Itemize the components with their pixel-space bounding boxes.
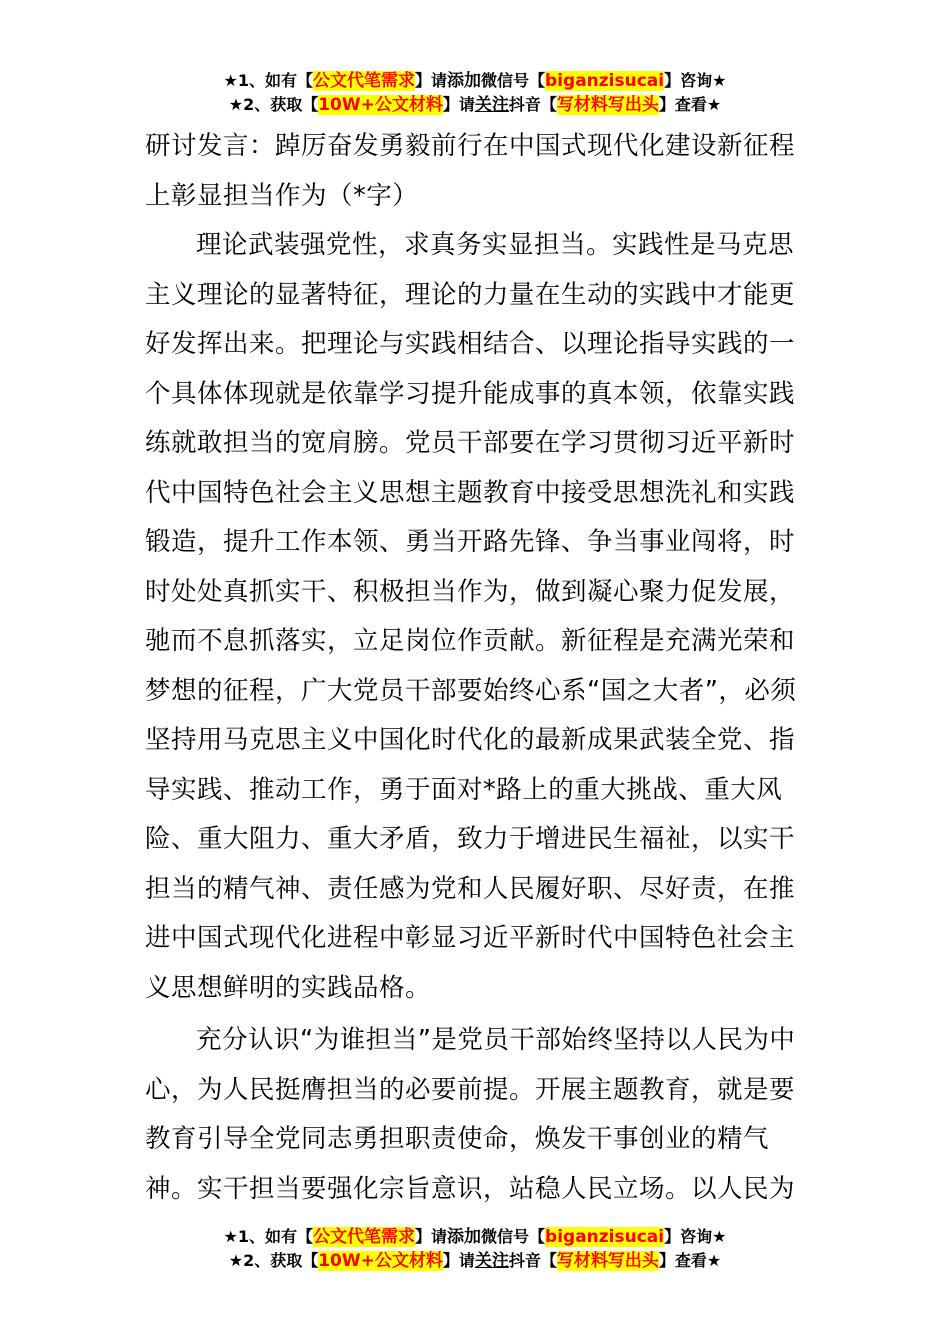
banner-emphasis: 关注 — [474, 1251, 509, 1271]
banner-emphasis: 添加 — [447, 1227, 482, 1247]
banner-text: ★1、如有【 — [223, 71, 314, 90]
banner-text: 微信号【 — [481, 71, 546, 90]
body-paragraph-2: 充分认识“为谁担当”是党员干部始终坚持以人民为中心，为人民挺膺担当的必要前提。开展主题教育，就是要教育引导全党同志勇担职责使命，焕发干事创业的精气神。实干担当要强化宗旨意识，站稳人民立场。以人民为 — [145, 1025, 796, 1204]
banner-text: 】咨询★ — [664, 71, 727, 90]
banner-text: ★2、获取【 — [228, 1251, 319, 1270]
banner-text: ★1、如有【 — [223, 1227, 314, 1246]
banner-text: 微信号【 — [481, 1227, 546, 1246]
banner-text: 】查看★ — [658, 95, 722, 114]
body-paragraph-1: 理论武装强党性，求真务实显担当。实践性是马克思主义理论的显著特征，理论的力量在生动的实践中才能更好发挥出来。把理论与实践相结合、以理论指导实践的一个具体体现就是依靠学习提升能成事的真本领，依靠实践练就敢担当的宽肩膀。党员干部要在学习贯彻习近平新时代中国特色社会主义思想主题教育中接受思想洗礼和实践锻造，提升工作本领、勇当开路先锋、争当事业闯将，时时处处真抓实干、积极担当作为，做到凝心聚力促发展，驰而不息抓落实，立足岗位作贡献。新征程是充满光荣和梦想的征程，广大党员干部要始终心系“国之大者”，必须坚持用马克思主义中国化时代化的最新成果武装全党、指导实践、推动工作，勇于面对*路上的重大挑战、重大风险、重大阻力、重大矛盾，致力于增进民生福祉，以实干担当的精气神、责任感为党和人民履好职、尽好责，在推进中国式现代化进程中彰显习近平新时代中国特色社会主义思想鲜明的实践品格。 — [145, 230, 797, 1003]
banner-highlight: 公文代笔需求 — [313, 71, 416, 91]
banner-highlight: 10W+公文材料 — [318, 1251, 443, 1271]
banner-highlight: 写材料写出头 — [556, 1251, 659, 1271]
banner-line-1 — [0, 1225, 950, 1249]
banner-text: 】请 — [442, 95, 475, 114]
banner-line-1 — [0, 69, 950, 93]
header-banner — [0, 69, 950, 117]
banner-text: 】查看★ — [658, 1251, 722, 1270]
banner-highlight: 公文代笔需求 — [313, 1227, 416, 1247]
footer-banner — [0, 1225, 950, 1273]
banner-emphasis: 关注 — [474, 95, 509, 115]
banner-line-2 — [0, 93, 950, 117]
banner-text: ★2、获取【 — [228, 95, 319, 114]
banner-text: 】咨询★ — [664, 1227, 727, 1246]
banner-highlight: 写材料写出头 — [556, 95, 659, 115]
banner-emphasis: 添加 — [447, 71, 482, 91]
banner-highlight: biganzisucai — [545, 71, 665, 91]
banner-text: 抖音【 — [508, 95, 557, 114]
banner-highlight: 10W+公文材料 — [318, 95, 443, 115]
document-title: 研讨发言：踔厉奋发勇毅前行在中国式现代化建设新征程上彰显担当作为（*字） — [145, 131, 796, 211]
banner-text: 】请 — [415, 71, 448, 90]
banner-text: 】请 — [442, 1251, 475, 1270]
banner-line-2 — [0, 1249, 950, 1273]
banner-text: 抖音【 — [508, 1251, 557, 1270]
banner-highlight: biganzisucai — [545, 1227, 665, 1247]
banner-text: 】请 — [415, 1227, 448, 1246]
